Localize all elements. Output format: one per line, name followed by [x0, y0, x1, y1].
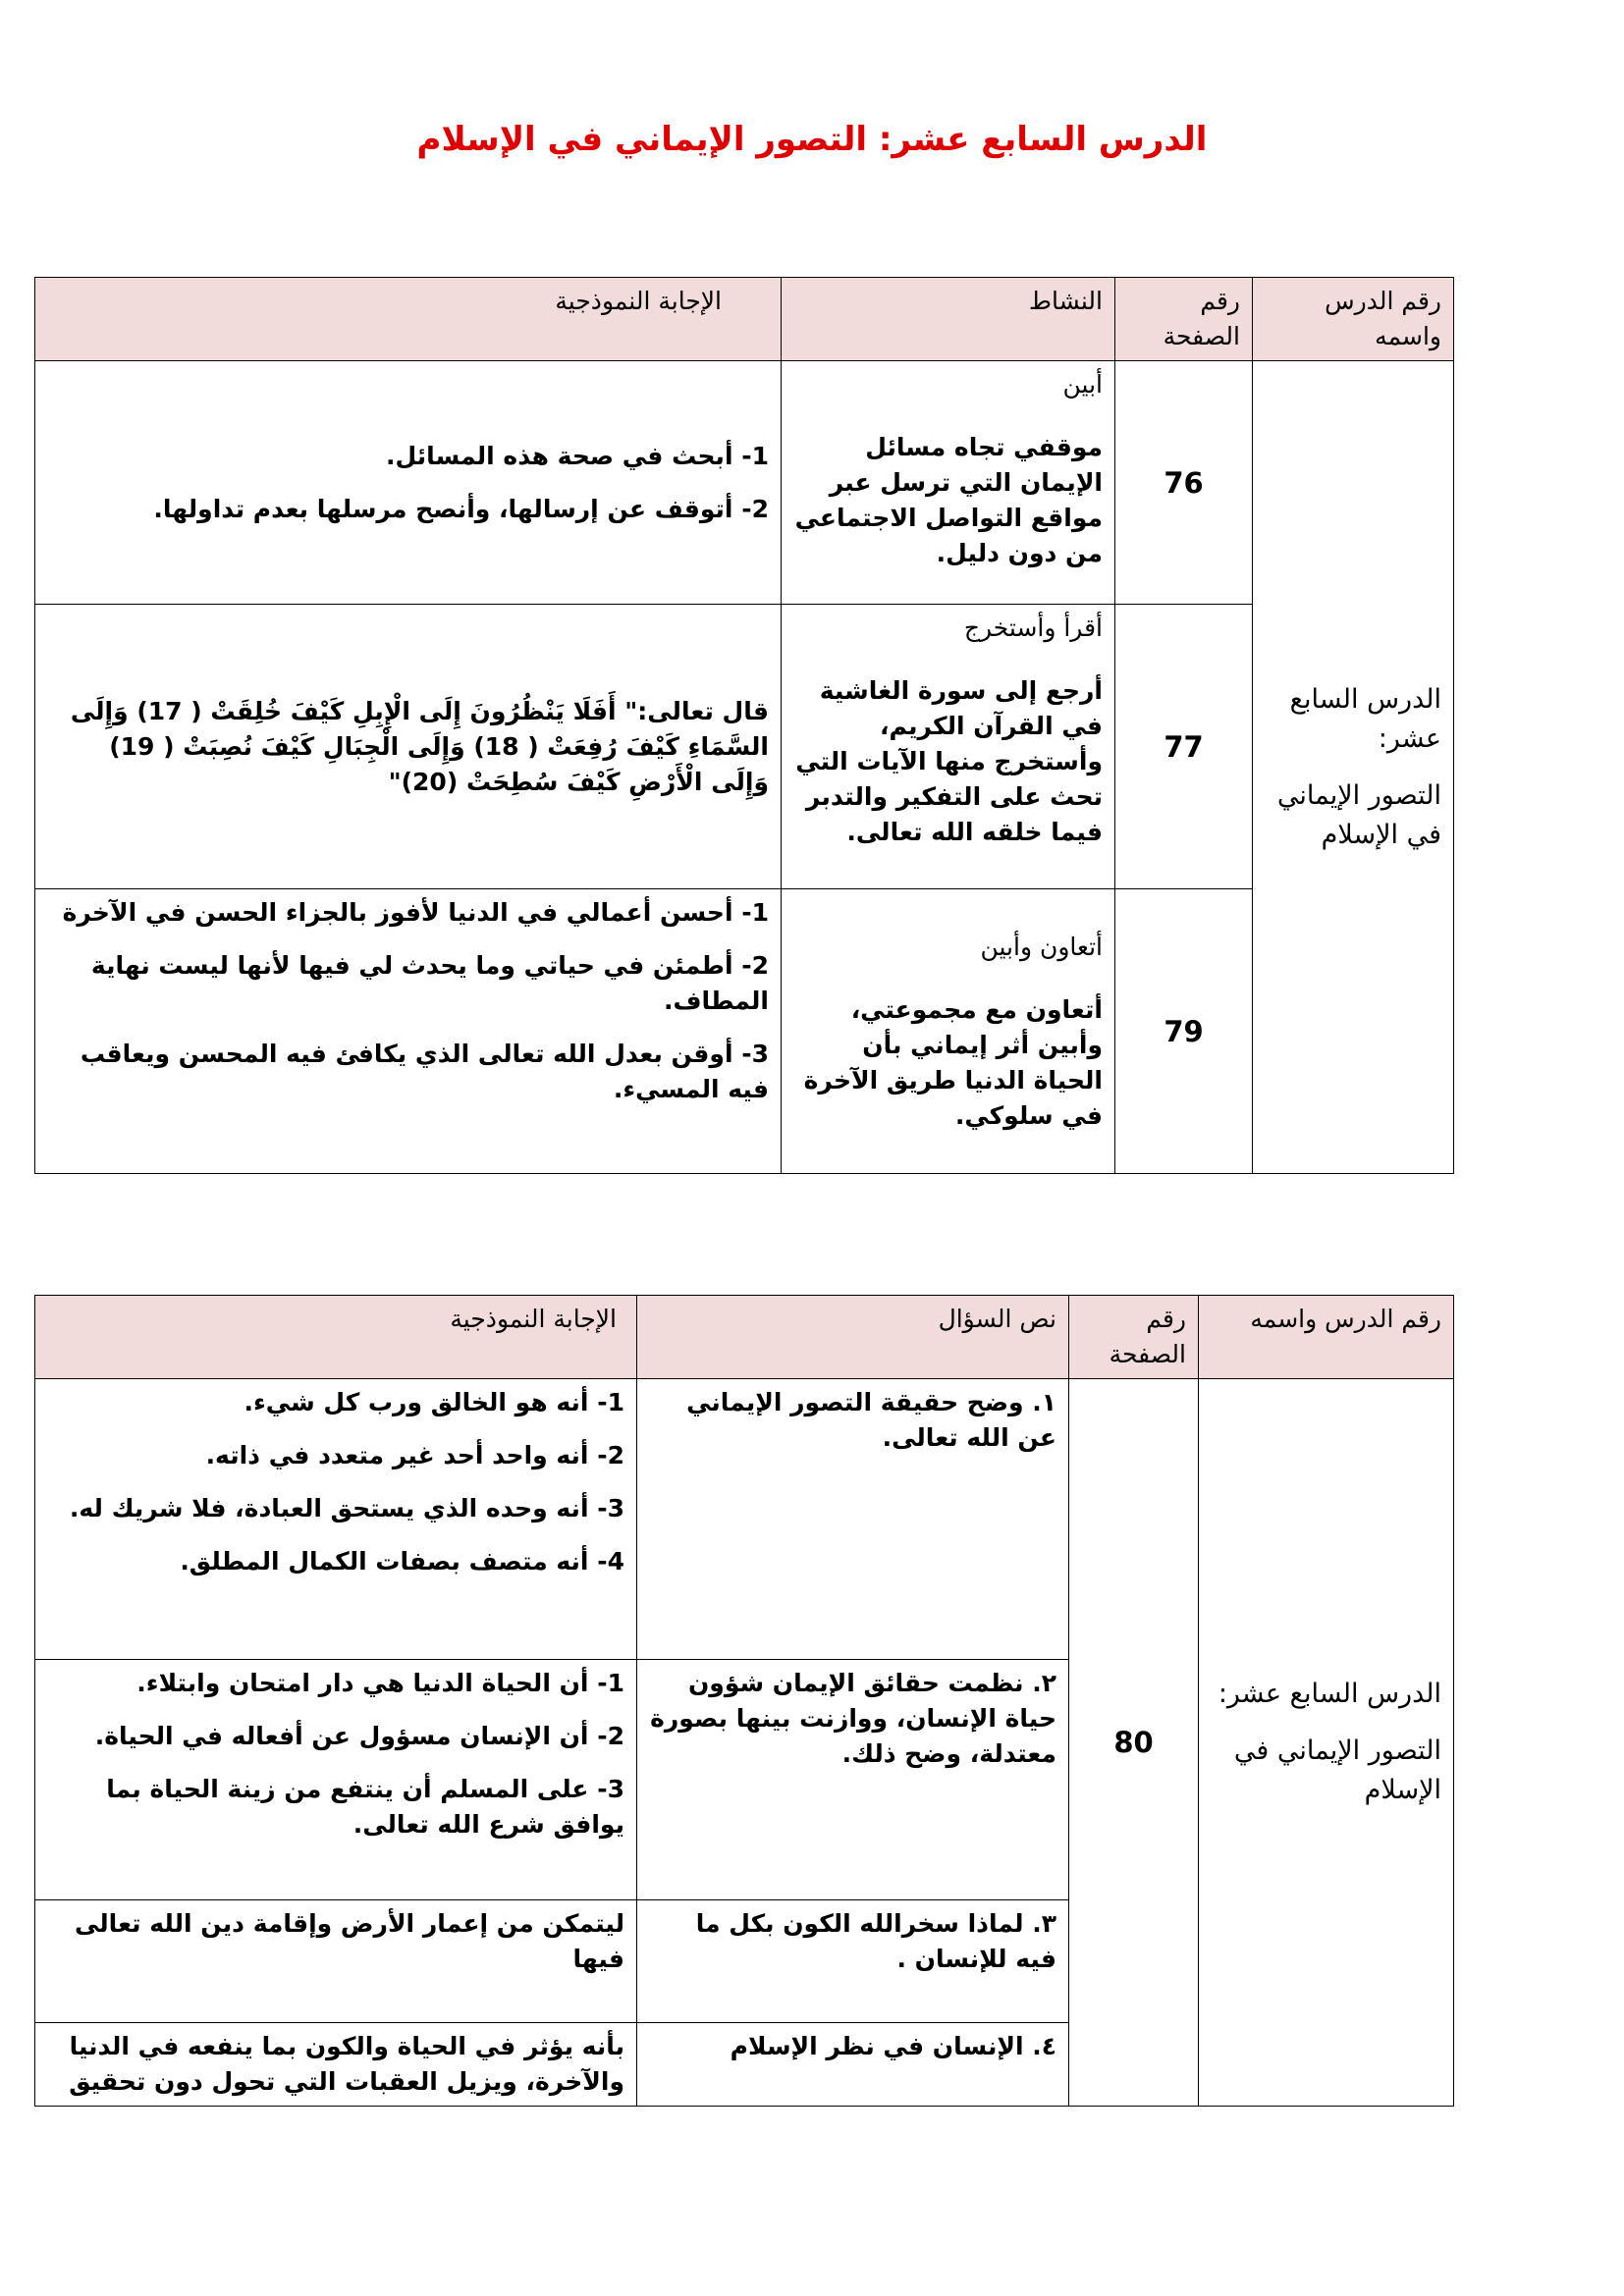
answer-item: 2- أنه واحد أحد غير متعدد في ذاته. [205, 1441, 624, 1469]
answer-item: 3- أوقن بعدل الله تعالى الذي يكافئ فيه المحسن ويعاقب فيه المسيء. [80, 1040, 769, 1103]
lesson-cell [1253, 361, 1454, 1174]
header-answer: الإجابة النموذجية [35, 278, 782, 361]
answer-cell [35, 1660, 637, 1900]
header-page: رقم الصفحة [1115, 278, 1253, 361]
answer-item: 1- أبحث في صحة هذه المسائل. [385, 441, 769, 470]
activity-text: أتعاون مع مجموعتي، وأبين أثر إيماني بأن الحياة الدنيا طريق الآخرة في سلوكي. [803, 994, 1103, 1130]
header-activity: النشاط [782, 278, 1115, 361]
activities-table [34, 277, 1454, 1174]
activity-cell [782, 605, 1115, 889]
answer-item: 4- أنه متصف بصفات الكمال المطلق. [180, 1547, 624, 1575]
header-answer: الإجابة النموذجية [35, 1296, 637, 1379]
question-cell: ٤. الإنسان في نظر الإسلام [637, 2023, 1069, 2107]
question-cell: ١. وضح حقيقة التصور الإيماني عن الله تعالى. [637, 1379, 1069, 1660]
page-number: 80 [1069, 1379, 1199, 2107]
answer-cell [35, 361, 782, 605]
header-question: نص السؤال [637, 1296, 1069, 1379]
questions-table [34, 1295, 1454, 2107]
activity-cell [782, 361, 1115, 605]
lesson-number: الدرس السابع عشر: [1289, 683, 1441, 754]
page-title: الدرس السابع عشر: التصور الإيماني في الإسلام [416, 120, 1208, 159]
activity-title: أتعاون وأبين [980, 932, 1103, 961]
page-number: 79 [1115, 889, 1253, 1174]
header-lesson: رقم الدرس واسمه [1199, 1296, 1454, 1379]
activity-title: أقرأ وأستخرج [963, 614, 1103, 642]
lesson-number: الدرس السابع عشر: [1218, 1679, 1441, 1709]
answer-item: 3- على المسلم أن ينتفع من زينة الحياة بما يوافق شرع الله تعالى. [106, 1775, 624, 1839]
answer-cell [35, 1900, 637, 2023]
answer-item: ليتمكن من إعمار الأرض وإقامة دين الله تعالى فيها [75, 1909, 624, 1973]
answer-item: بأنه يؤثر في الحياة والكون بما ينفعه في الدنيا والآخرة، ويزيل العقبات التي تحول دون تحقيق [69, 2032, 624, 2096]
question-cell: ٢. نظمت حقائق الإيمان شؤون حياة الإنسان، ووازنت بينها بصورة معتدلة، وضح ذلك. [637, 1660, 1069, 1900]
activity-text: موقفي تجاه مسائل الإيمان التي ترسل عبر مواقع التواصل الاجتماعي من دون دليل. [794, 433, 1103, 567]
answer-item: 2- أطمئن في حياتي وما يحدث لي فيها لأنها ليست نهاية المطاف. [90, 951, 769, 1015]
answer-item: قال تعالى:" أَفَلَا يَنْظُرُونَ إِلَى الْإِبِلِ كَيْفَ خُلِقَتْ ( 17) وَإِلَى السَّمَاءِ كَيْفَ رُفِعَتْ ( 18) وَإِلَى الْجِبَالِ كَيْفَ نُصِبَتْ ( 19) وَإِلَى الْأَرْضِ كَيْفَ سُطِحَتْ (20)" [70, 696, 769, 796]
answer-item: 2- أتوقف عن إرسالها، وأنصح مرسلها بعدم تداولها. [153, 494, 769, 523]
lesson-cell [1199, 1379, 1454, 2107]
answer-item: 3- أنه وحده الذي يستحق العبادة، فلا شريك له. [69, 1494, 624, 1522]
lesson-name: التصور الإيماني في الإسلام [1233, 1735, 1441, 1805]
answer-item: 1- أحسن أعمالي في الدنيا لأفوز بالجزاء الحسن في الآخرة [62, 898, 769, 927]
answer-item: 1- أنه هو الخالق ورب كل شيء. [244, 1388, 624, 1416]
answer-cell [35, 1379, 637, 1660]
answer-item: 2- أن الإنسان مسؤول عن أفعاله في الحياة. [94, 1722, 624, 1750]
answer-item: 1- أن الحياة الدنيا هي دار امتحان وابتلاء. [136, 1669, 624, 1697]
activity-text: أرجع إلى سورة الغاشية في القرآن الكريم، وأستخرج منها الآيات التي تحث على التفكير والتدبر فيما خلقه الله تعالى. [795, 676, 1103, 846]
question-cell: ٣. لماذا سخرالله الكون بكل ما فيه للإنسان . [637, 1900, 1069, 2023]
activity-title: أبين [1062, 370, 1103, 399]
answer-cell [35, 889, 782, 1174]
header-lesson: رقم الدرس واسمه [1253, 278, 1454, 361]
answer-cell [35, 605, 782, 889]
page-number: 76 [1115, 361, 1253, 605]
answer-cell [35, 2023, 637, 2107]
activity-cell [782, 889, 1115, 1174]
header-page: رقم الصفحة [1069, 1296, 1199, 1379]
lesson-name: التصور الإيماني في الإسلام [1276, 779, 1441, 850]
page-number: 77 [1115, 605, 1253, 889]
